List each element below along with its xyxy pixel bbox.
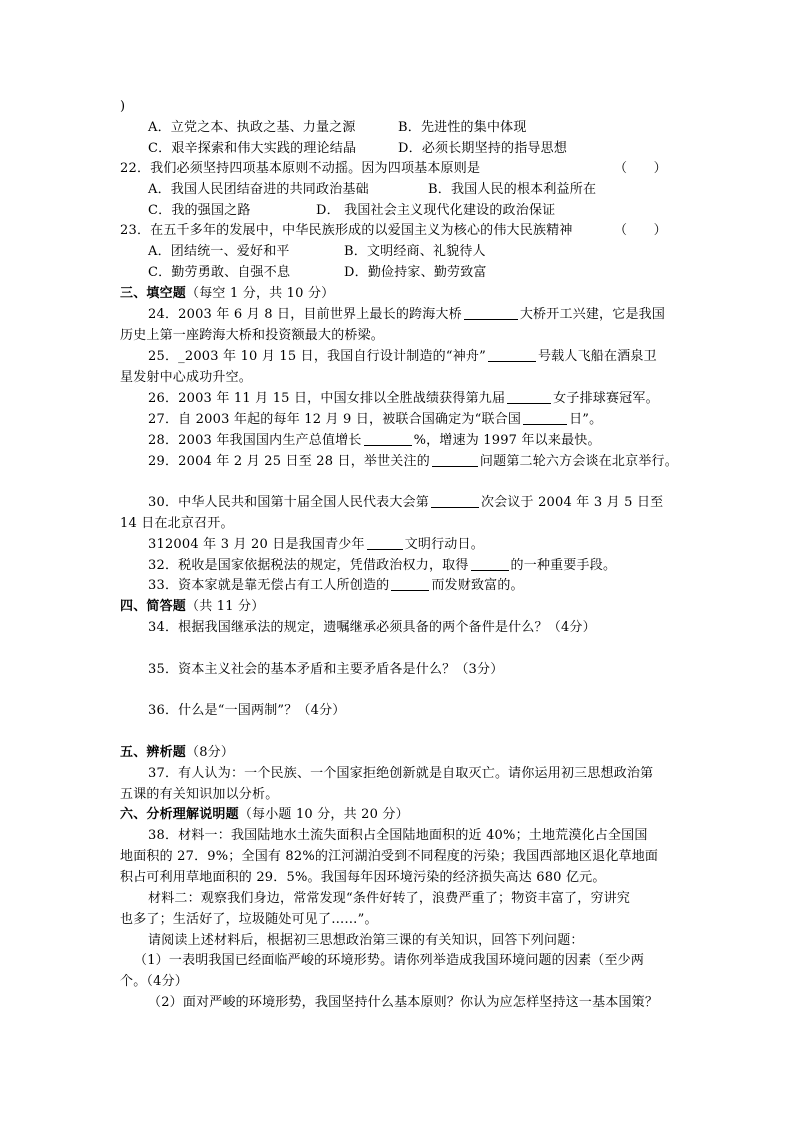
q33 (148, 576, 524, 596)
q25-text-b: 号载人飞船在酒泉卫 (537, 349, 657, 364)
q38-sub-2: （2）面对严峻的环境形势，我国坚持什么基本原则？你认为应怎样坚持这一基本国策？ (148, 995, 659, 1010)
q29-text-a: 29．2004 年 2 月 25 日至 28 日，举世关注的 (148, 454, 430, 469)
q24-line-2: 历史上第一座跨海大桥和投资额最大的桥梁。 (120, 328, 385, 343)
q21-option-b: B．先进性的集中体现 (398, 120, 527, 135)
q25-line-2: 星发射中心成功升空。 (120, 370, 253, 385)
q28-blank[interactable] (364, 431, 412, 446)
q28 (148, 431, 601, 451)
q29 (148, 452, 678, 472)
q36: 36．什么是“一国两制”？（4分） (148, 703, 346, 718)
section-3-note: （每空 1 分，共 10 分） (186, 286, 335, 301)
q23-answer-paren: （ ） (614, 223, 667, 238)
q30-text-b: 次会议于 2004 年 3 月 5 日至 (480, 495, 664, 510)
q38-material-1-line-3: 积占可利用草地面积的 29．5%。我国每年因环境污染的经济损失高达 680 亿元。 (120, 870, 606, 885)
q22-answer-paren: （ ） (614, 161, 667, 176)
q33-blank[interactable] (391, 576, 429, 591)
q24-line-1 (148, 305, 665, 325)
q38-material-2-line-1: 材料二：观察我们身边，常常发现“条件好转了，浪费严重了；物资丰富了，穷讲究 (148, 891, 631, 906)
q32-blank[interactable] (471, 556, 509, 571)
q26-text-b: 女子排球赛冠军。 (553, 391, 659, 406)
q21-tail: ) (120, 99, 126, 114)
section-6-note: （每小题 10 分，共 20 分） (238, 807, 409, 822)
q27-text-b: 日”。 (569, 412, 603, 427)
q23-option-b: B．文明经商、礼貌待人 (344, 244, 486, 259)
section-3-title: 三、填空题 (120, 286, 187, 301)
q23-option-a: A．团结统一、爱好和平 (148, 244, 290, 259)
q24-text-a: 24．2003 年 6 月 8 日，目前世界上最长的跨海大桥 (148, 307, 462, 322)
q30-text-a: 30．中华人民共和国第十届全国人民代表大会第 (148, 495, 429, 510)
q22-option-c: C．我的强国之路 (148, 203, 251, 218)
q21-option-a: A．立党之本、执政之基、力量之源 (148, 120, 356, 135)
q34: 34．根据我国继承法的规定，遗嘱继承必须具备的两个备件是什么？（4分） (148, 620, 596, 635)
section-5-title: 五、辨析题 (120, 745, 187, 760)
q38-material-1-line-1: 38．材料一：我国陆地水土流失面积占全国陆地面积的近 40%；土地荒漠化占全国国 (148, 828, 648, 843)
q30-line-1 (148, 493, 663, 513)
q32-text-b: 的一种重要手段。 (510, 558, 617, 573)
section-4-note: （共 11 分） (186, 599, 265, 614)
section-3-heading (120, 284, 334, 304)
q21-option-c: C．艰辛探索和伟大实践的理论结晶 (148, 141, 357, 156)
section-4-heading (120, 597, 264, 617)
q33-text-a: 33．资本家就是靠无偿占有工人所创造的 (148, 578, 390, 593)
q22-option-b: B．我国人民的根本利益所在 (428, 182, 597, 197)
q27-text-a: 27．自 2003 年起的每年 12 月 9 日，被联合国确定为“联合国 (148, 412, 522, 427)
q38-instruction: 请阅读上述材料后，根据初三思想政治第三课的有关知识，回答下列问题： (148, 933, 584, 948)
q31-text-a: 312004 年 3 月 20 日是我国青少年 (148, 537, 365, 552)
q38-material-2-line-2: 也多了；生活好了，垃圾随处可见了……”。 (120, 912, 378, 927)
q24-blank[interactable] (464, 305, 518, 320)
q25-text-a: 25．_2003 年 10 月 15 日，我国自行设计制造的“神舟” (148, 349, 486, 364)
q31-text-b: 文明行动日。 (404, 537, 484, 552)
q26-blank[interactable] (507, 389, 551, 404)
q22-stem: 22．我们必须坚持四项基本原则不动摇。因为四项基本原则是 (120, 161, 481, 176)
q27 (148, 410, 602, 430)
q26 (148, 389, 659, 409)
q22-option-d: D． 我国社会主义现代化建设的政治保证 (316, 203, 556, 218)
q22-option-a: A．我国人民团结奋进的共同政治基础 (148, 182, 369, 197)
q31 (148, 535, 484, 555)
q29-text-b: 问题第二轮六方会谈在北京举行。 (479, 454, 678, 469)
q26-text-a: 26．2003 年 11 月 15 日，中国女排以全胜战绩获得第九届 (148, 391, 506, 406)
q32 (148, 556, 616, 576)
q25-line-1 (148, 347, 657, 367)
q28-text-a: 28．2003 年我国国内生产总值增长 (148, 433, 362, 448)
q30-line-2: 14 日在北京召开。 (120, 516, 234, 531)
q38-sub-1-line-2: 个。（4分） (120, 974, 188, 989)
q38-sub-1-line-1: （1）一表明我国已经面临严峻的环境形势。请你列举造成我国环境问题的因素（至少两 (134, 953, 645, 968)
q33-text-b: 而发财致富的。 (431, 578, 524, 593)
q24-text-b: 大桥开工兴建，它是我国 (519, 307, 666, 322)
q27-blank[interactable] (523, 410, 567, 425)
section-4-title: 四、简答题 (120, 599, 187, 614)
q28-text-b: %，增速为 1997 年以来最快。 (413, 433, 601, 448)
q30-blank[interactable] (431, 493, 479, 508)
q23-option-c: C．勤劳勇敢、自强不息 (148, 265, 291, 280)
q23-stem: 23．在五千多年的发展中，中华民族形成的以爱国主义为核心的伟大民族精神 (120, 223, 573, 238)
q25-blank[interactable] (488, 347, 536, 362)
q29-blank[interactable] (432, 452, 478, 467)
q32-text-a: 32．税收是国家依据税法的规定，凭借政治权力，取得 (148, 558, 469, 573)
section-5-note: （8分） (186, 745, 235, 760)
section-5-heading (120, 743, 234, 763)
q21-option-d: D．必须长期坚持的指导思想 (398, 141, 568, 156)
q31-blank[interactable] (367, 535, 403, 550)
q37-line-1: 37．有人认为：一个民族、一个国家拒绝创新就是自取灭亡。请你运用初三思想政治第 (148, 766, 654, 781)
q37-line-2: 五课的有关知识加以分析。 (120, 787, 279, 802)
q23-option-d: D．勤俭持家、勤劳致富 (344, 265, 487, 280)
section-6-heading (120, 805, 409, 825)
q35: 35．资本主义社会的基本矛盾和主要矛盾各是什么？（3分） (148, 662, 504, 677)
section-6-title: 六、分析理解说明题 (120, 807, 239, 822)
q38-material-1-line-2: 地面积的 27．9%；全国有 82%的江河湖泊受到不同程度的污染；我国西部地区退化草地面 (120, 849, 659, 864)
